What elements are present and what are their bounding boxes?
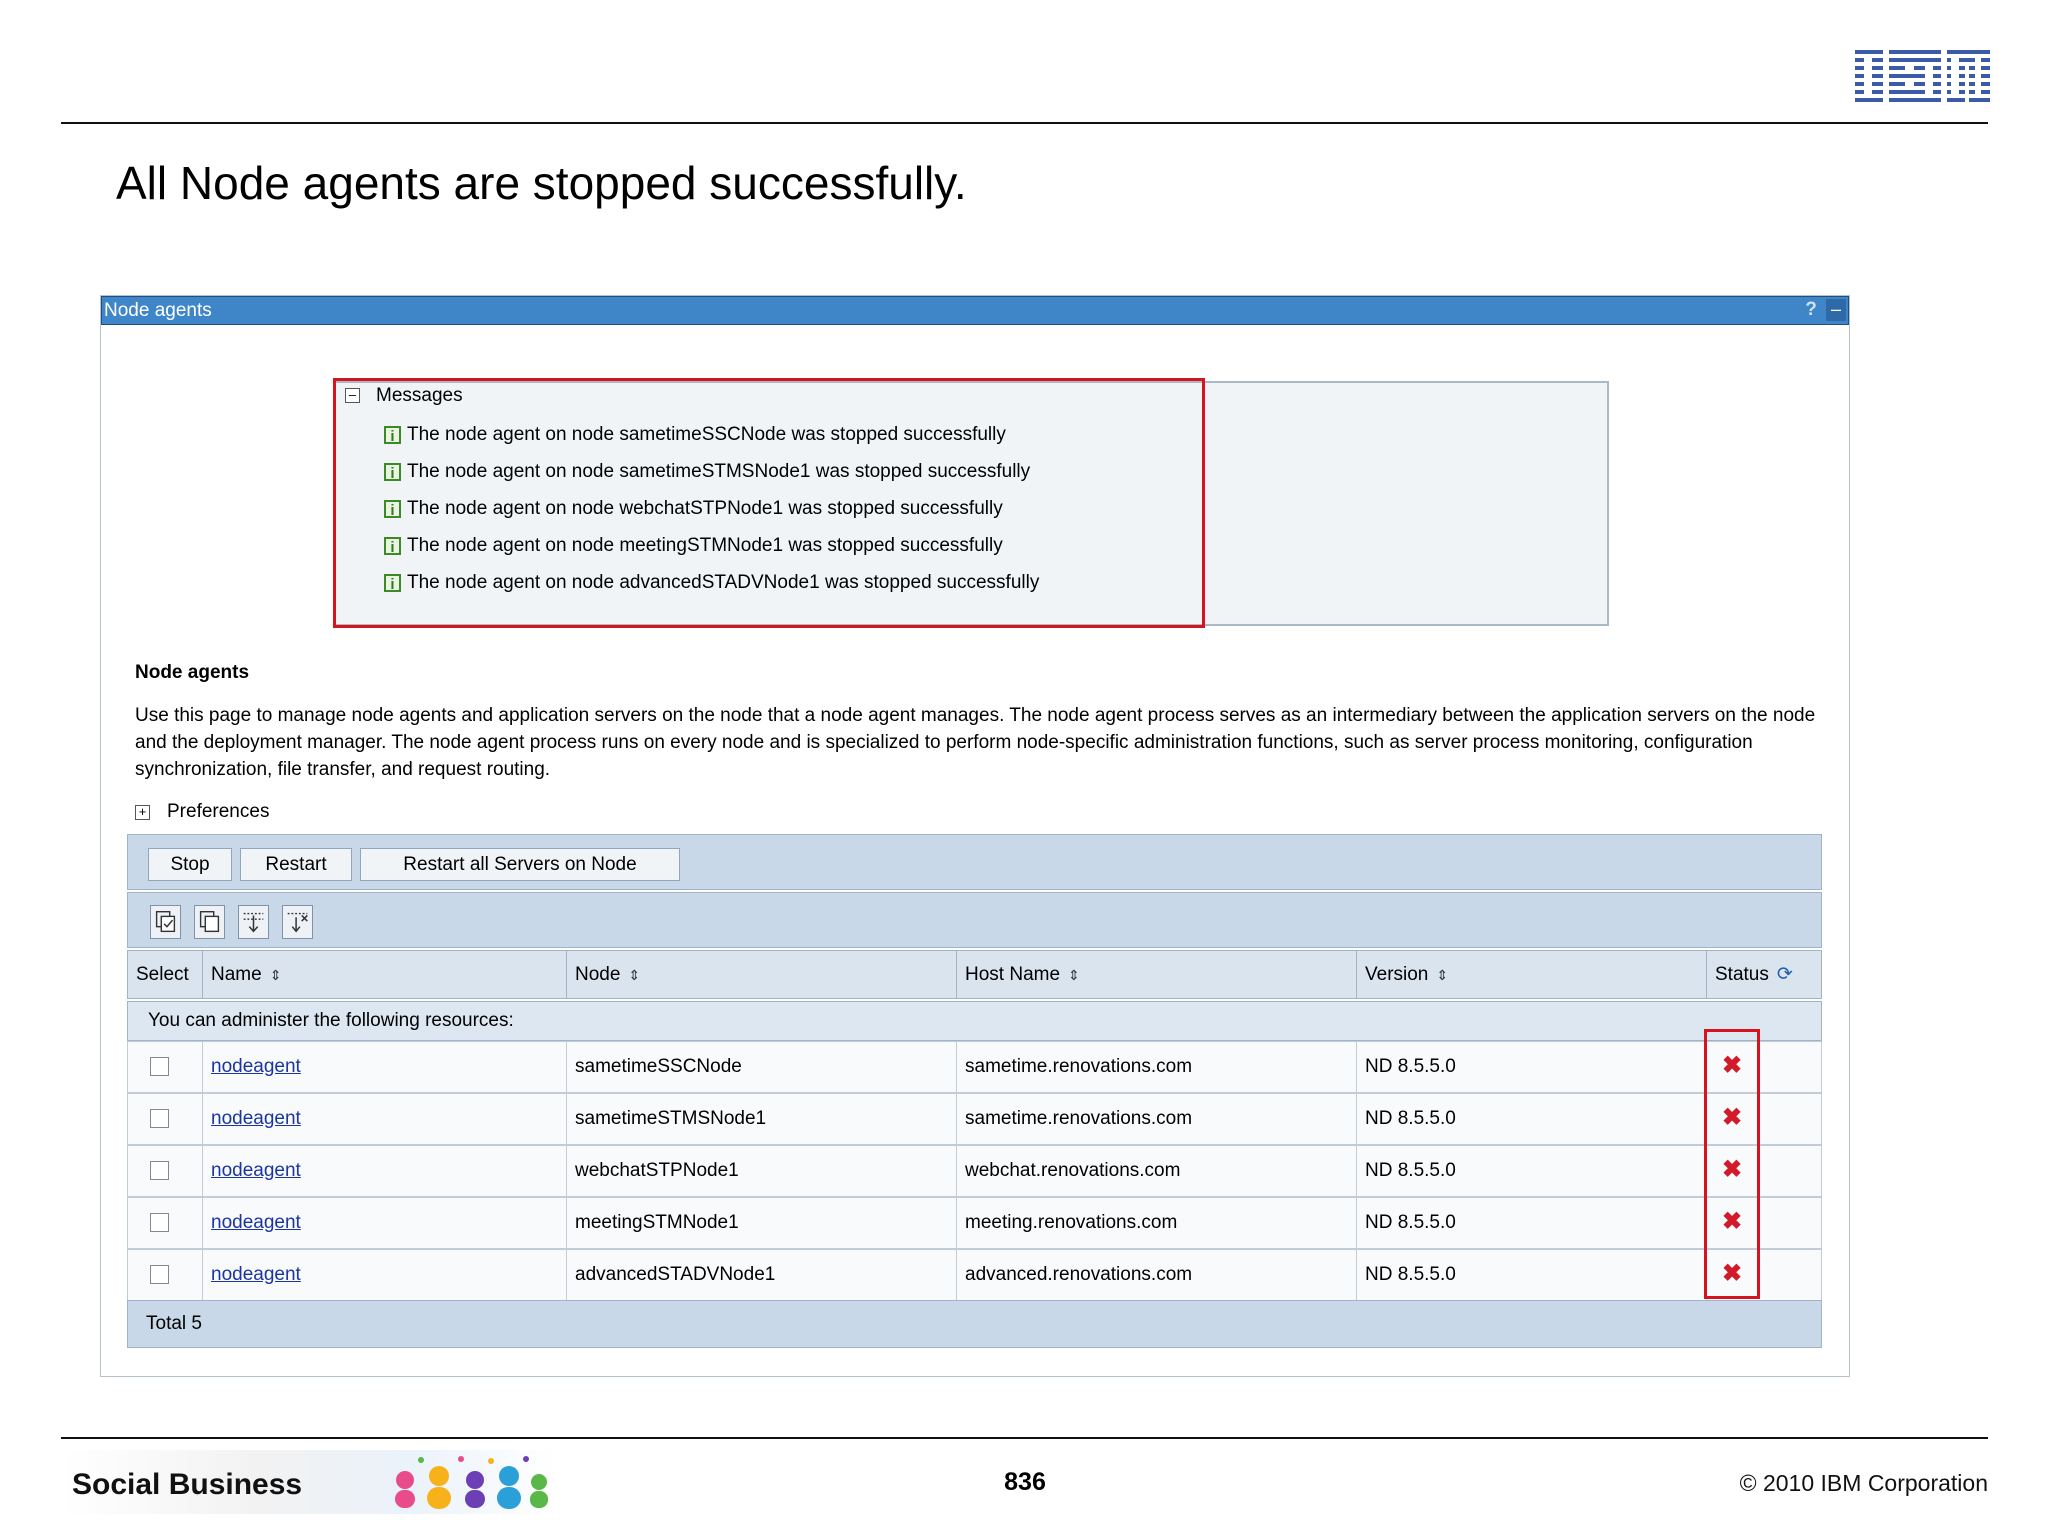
node-cell: meetingSTMNode1: [567, 1198, 957, 1248]
info-icon: i: [384, 500, 401, 518]
message-item: i The node agent on node advancedSTADVNode1 was stopped successfully: [384, 572, 1039, 598]
table-row: [127, 1041, 1822, 1093]
name-cell: [203, 1042, 567, 1092]
version-cell: ND 8.5.5.0: [1357, 1250, 1707, 1300]
table-row: [127, 1249, 1822, 1301]
version-cell: ND 8.5.5.0: [1357, 1094, 1707, 1144]
restart-button[interactable]: Restart: [240, 848, 352, 881]
messages-collapse-icon[interactable]: –: [345, 388, 360, 403]
panel-title: Node agents: [104, 300, 212, 321]
messages-title: Messages: [376, 385, 463, 406]
social-business-banner: [61, 1450, 555, 1514]
page-number: 836: [1004, 1468, 1046, 1496]
header-version[interactable]: Version ⇕: [1357, 951, 1707, 998]
row-select-cell: [128, 1250, 203, 1300]
panel-header: [101, 296, 1849, 325]
host-cell: sametime.renovations.com: [957, 1042, 1357, 1092]
slide-title: All Node agents are stopped successfully.: [116, 157, 967, 209]
copyright: © 2010 IBM Corporation: [1739, 1470, 1988, 1496]
nodeagent-link[interactable]: nodeagent: [211, 1056, 301, 1077]
preferences-expand-icon[interactable]: +: [135, 805, 150, 820]
table-row: [127, 1145, 1822, 1197]
row-select-cell: [128, 1094, 203, 1144]
stop-button[interactable]: Stop: [148, 848, 232, 881]
message-item: i The node agent on node meetingSTMNode1 was stopped successfully: [384, 535, 1003, 561]
section-title: Node agents: [135, 662, 250, 683]
header-status: Status ⟳: [1707, 951, 1821, 998]
table-info-row: You can administer the following resources:: [127, 1001, 1822, 1041]
name-cell: [203, 1146, 567, 1196]
preferences-link[interactable]: Preferences: [167, 801, 270, 822]
table-row: [127, 1197, 1822, 1249]
message-item: i The node agent on node sametimeSSCNode was stopped successfully: [384, 424, 1006, 450]
host-cell: webchat.renovations.com: [957, 1146, 1357, 1196]
stopped-icon: ✖: [1721, 1156, 1743, 1183]
table-total: Total 5: [127, 1300, 1822, 1348]
action-toolbar: [127, 834, 1822, 890]
header-select: Select: [128, 951, 203, 998]
row-select-cell: [128, 1198, 203, 1248]
stopped-icon: ✖: [1721, 1052, 1743, 1079]
restart-all-servers-button[interactable]: Restart all Servers on Node: [360, 848, 680, 881]
node-cell: advancedSTADVNode1: [567, 1250, 957, 1300]
row-checkbox[interactable]: [150, 1161, 169, 1180]
section-description: Use this page to manage node agents and application servers on the node that a node agent manages. The node agent process serves as an intermediary between the application servers on the node and the deployment manager. The node agent process runs on every node and is specialized to perform node-specific administration functions, such as server process monitoring, configuration synchronization, file transfer, and request routing.: [135, 705, 1816, 780]
node-cell: webchatSTPNode1: [567, 1146, 957, 1196]
bottom-rule: [61, 1437, 1988, 1439]
node-cell: sametimeSTMSNode1: [567, 1094, 957, 1144]
host-cell: sametime.renovations.com: [957, 1094, 1357, 1144]
sort-icon[interactable]: ⇕: [1068, 967, 1080, 983]
nodeagent-link[interactable]: nodeagent: [211, 1212, 301, 1233]
clear-filter-icon[interactable]: [282, 905, 313, 939]
info-icon: i: [384, 463, 401, 481]
nodeagent-link[interactable]: nodeagent: [211, 1264, 301, 1285]
version-cell: ND 8.5.5.0: [1357, 1198, 1707, 1248]
name-cell: [203, 1094, 567, 1144]
nodeagent-link[interactable]: nodeagent: [211, 1108, 301, 1129]
deselect-all-icon[interactable]: [194, 905, 225, 939]
refresh-status-icon[interactable]: ⟳: [1776, 964, 1793, 985]
header-node[interactable]: Node ⇕: [567, 951, 957, 998]
node-agents-panel: [100, 295, 1850, 1377]
sort-icon[interactable]: ⇕: [1436, 967, 1449, 983]
footer-banner-text: Social Business: [72, 1468, 303, 1501]
table-icon-toolbar: [127, 892, 1822, 948]
row-checkbox[interactable]: [150, 1213, 169, 1232]
node-cell: sametimeSSCNode: [567, 1042, 957, 1092]
stopped-icon: ✖: [1721, 1208, 1743, 1235]
info-icon: i: [384, 426, 401, 444]
select-all-icon[interactable]: [150, 905, 181, 939]
row-checkbox[interactable]: [150, 1109, 169, 1128]
info-icon: i: [384, 537, 401, 555]
row-select-cell: [128, 1042, 203, 1092]
version-cell: ND 8.5.5.0: [1357, 1146, 1707, 1196]
message-item: i The node agent on node sametimeSTMSNode1 was stopped successfully: [384, 461, 1030, 487]
name-cell: [203, 1198, 567, 1248]
top-rule: [61, 122, 1988, 124]
stopped-icon: ✖: [1721, 1260, 1743, 1287]
status-highlight: [1704, 1029, 1760, 1299]
header-name[interactable]: Name ⇕: [203, 951, 567, 998]
info-icon: i: [384, 574, 401, 592]
row-checkbox[interactable]: [150, 1265, 169, 1284]
sort-icon[interactable]: ⇕: [269, 967, 282, 983]
header-host-name[interactable]: Host Name ⇕: [957, 951, 1357, 998]
stopped-icon: ✖: [1721, 1104, 1743, 1131]
row-select-cell: [128, 1146, 203, 1196]
table-row: [127, 1093, 1822, 1145]
name-cell: [203, 1250, 567, 1300]
version-cell: ND 8.5.5.0: [1357, 1042, 1707, 1092]
ibm-logo: [1855, 50, 1990, 106]
message-item: i The node agent on node webchatSTPNode1 was stopped successfully: [384, 498, 1003, 524]
people-graphic: [391, 1454, 551, 1512]
host-cell: advanced.renovations.com: [957, 1250, 1357, 1300]
show-filter-icon[interactable]: [238, 905, 269, 939]
minimize-icon[interactable]: –: [1826, 299, 1846, 321]
sort-icon[interactable]: ⇕: [628, 967, 641, 983]
help-icon[interactable]: ?: [1805, 299, 1817, 320]
host-cell: meeting.renovations.com: [957, 1198, 1357, 1248]
row-checkbox[interactable]: [150, 1057, 169, 1076]
nodeagent-link[interactable]: nodeagent: [211, 1160, 301, 1181]
table-header: [127, 950, 1822, 999]
